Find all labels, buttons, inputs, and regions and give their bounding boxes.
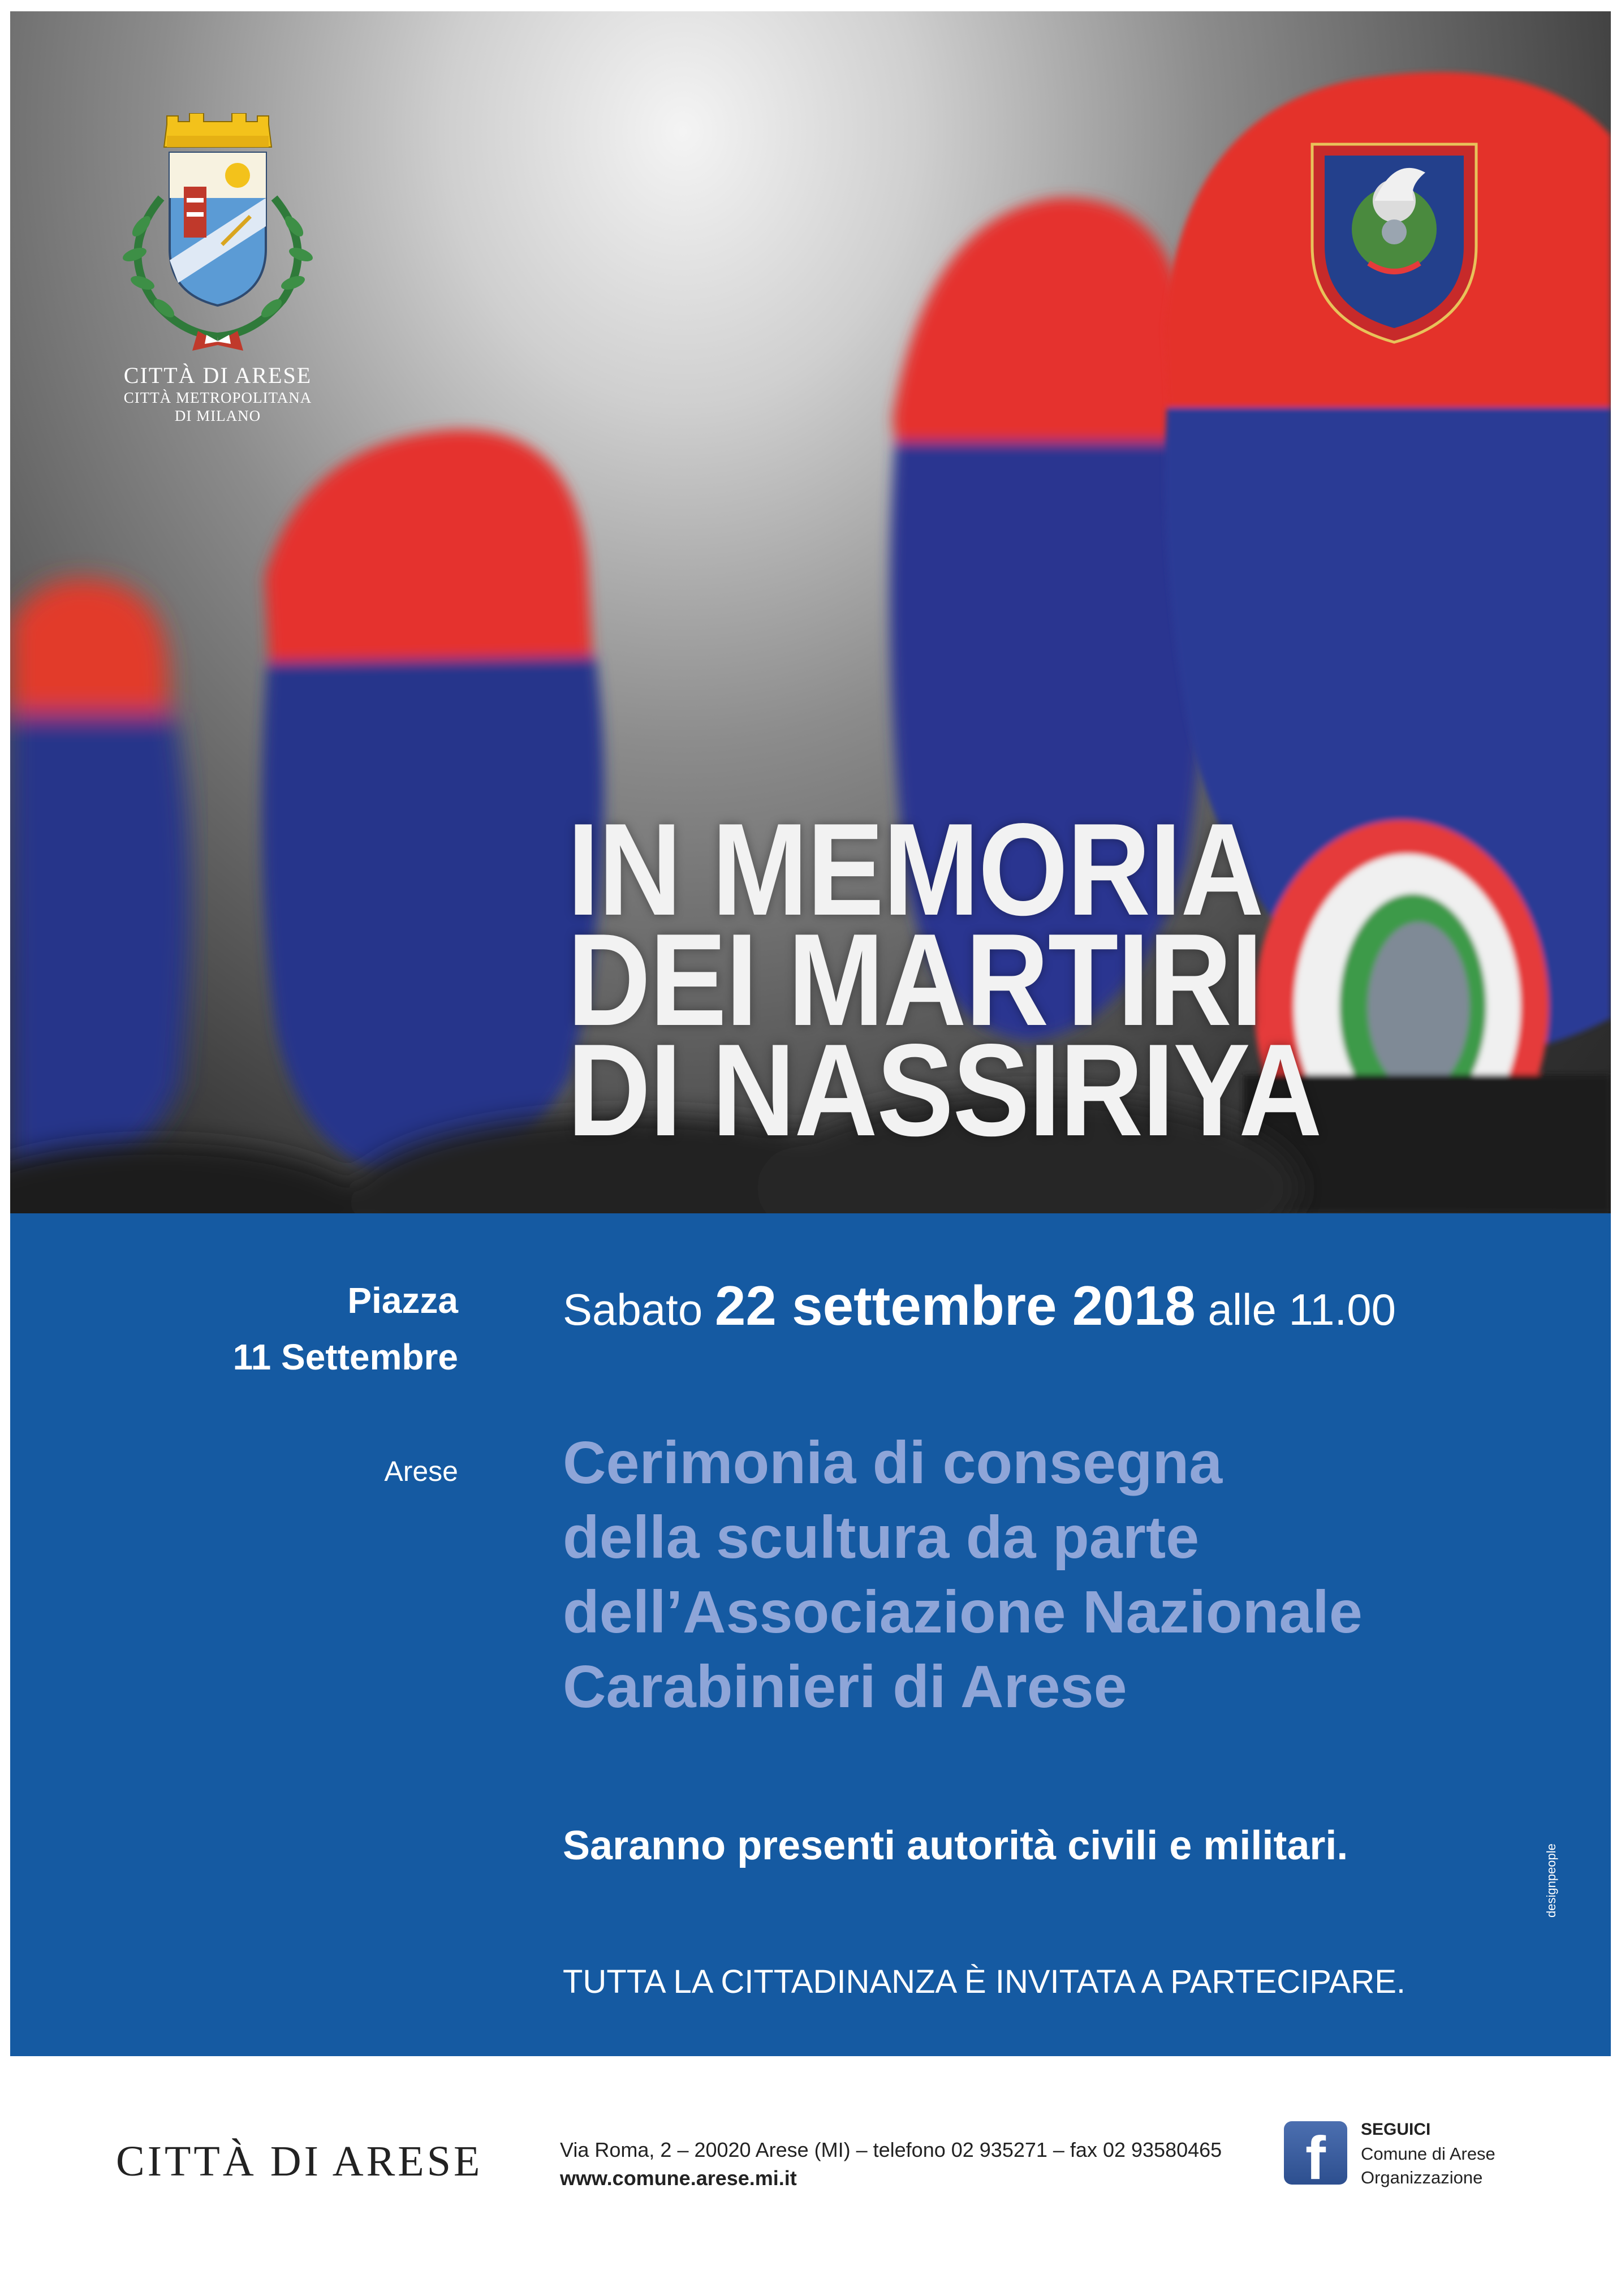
plume-left bbox=[262, 430, 604, 1178]
plume-far-left bbox=[10, 579, 190, 1177]
title-line: DI NASSIRIYA bbox=[567, 1017, 1321, 1164]
social-page[interactable]: Organizzazione bbox=[1361, 2168, 1483, 2187]
carabinieri-emblem-icon bbox=[1301, 133, 1488, 348]
footer-address: Via Roma, 2 – 20020 Arese (MI) – telefono 02 935271 – fax 02 93580465 bbox=[560, 2138, 1222, 2161]
social-page[interactable]: Comune di Arese bbox=[1361, 2144, 1495, 2164]
location-line: 11 Settembre bbox=[232, 1337, 458, 1377]
logo-subtitle: DI MILANO bbox=[174, 407, 261, 424]
date-main: 22 settembre 2018 bbox=[714, 1274, 1196, 1337]
event-date bbox=[563, 1274, 1396, 1338]
ceremony-line: Cerimonia di consegna bbox=[563, 1429, 1223, 1496]
design-credit: designpeople bbox=[1544, 1843, 1558, 1918]
logo-city-name: CITTÀ DI ARESE bbox=[123, 363, 312, 388]
facebook-icon[interactable]: f bbox=[1284, 2121, 1347, 2185]
date-prefix: Sabato bbox=[563, 1285, 703, 1334]
footer-city-name: CITTÀ DI ARESE bbox=[116, 2138, 483, 2185]
coat-of-arms-icon bbox=[107, 113, 328, 356]
presence-note: Saranno presenti autorità civili e militari. bbox=[563, 1823, 1348, 1868]
location-city: Arese bbox=[384, 1455, 458, 1487]
location-line: Piazza bbox=[347, 1280, 458, 1321]
date-suffix: alle 11.00 bbox=[1208, 1285, 1396, 1334]
social-label: SEGUICI bbox=[1361, 2120, 1431, 2139]
anc-emblem bbox=[1301, 133, 1488, 348]
arese-coat-of-arms bbox=[107, 113, 328, 424]
title-line: DEI MARTIRI bbox=[567, 907, 1262, 1053]
ceremony-description bbox=[563, 1425, 1363, 1724]
logo-subtitle: CITTÀ METROPOLITANA bbox=[123, 389, 312, 406]
title-line: IN MEMORIA bbox=[567, 796, 1263, 943]
footer-website-link[interactable]: www.comune.arese.mi.it bbox=[560, 2166, 797, 2190]
poster-title bbox=[567, 796, 1321, 1164]
ceremony-line: Carabinieri di Arese bbox=[563, 1653, 1127, 1720]
invitation: TUTTA LA CITTADINANZA È INVITATA A PARTECIPARE. bbox=[563, 1963, 1406, 2000]
ceremony-line: dell’Associazione Nazionale bbox=[563, 1579, 1363, 1645]
ceremony-line: della scultura da parte bbox=[563, 1504, 1200, 1571]
